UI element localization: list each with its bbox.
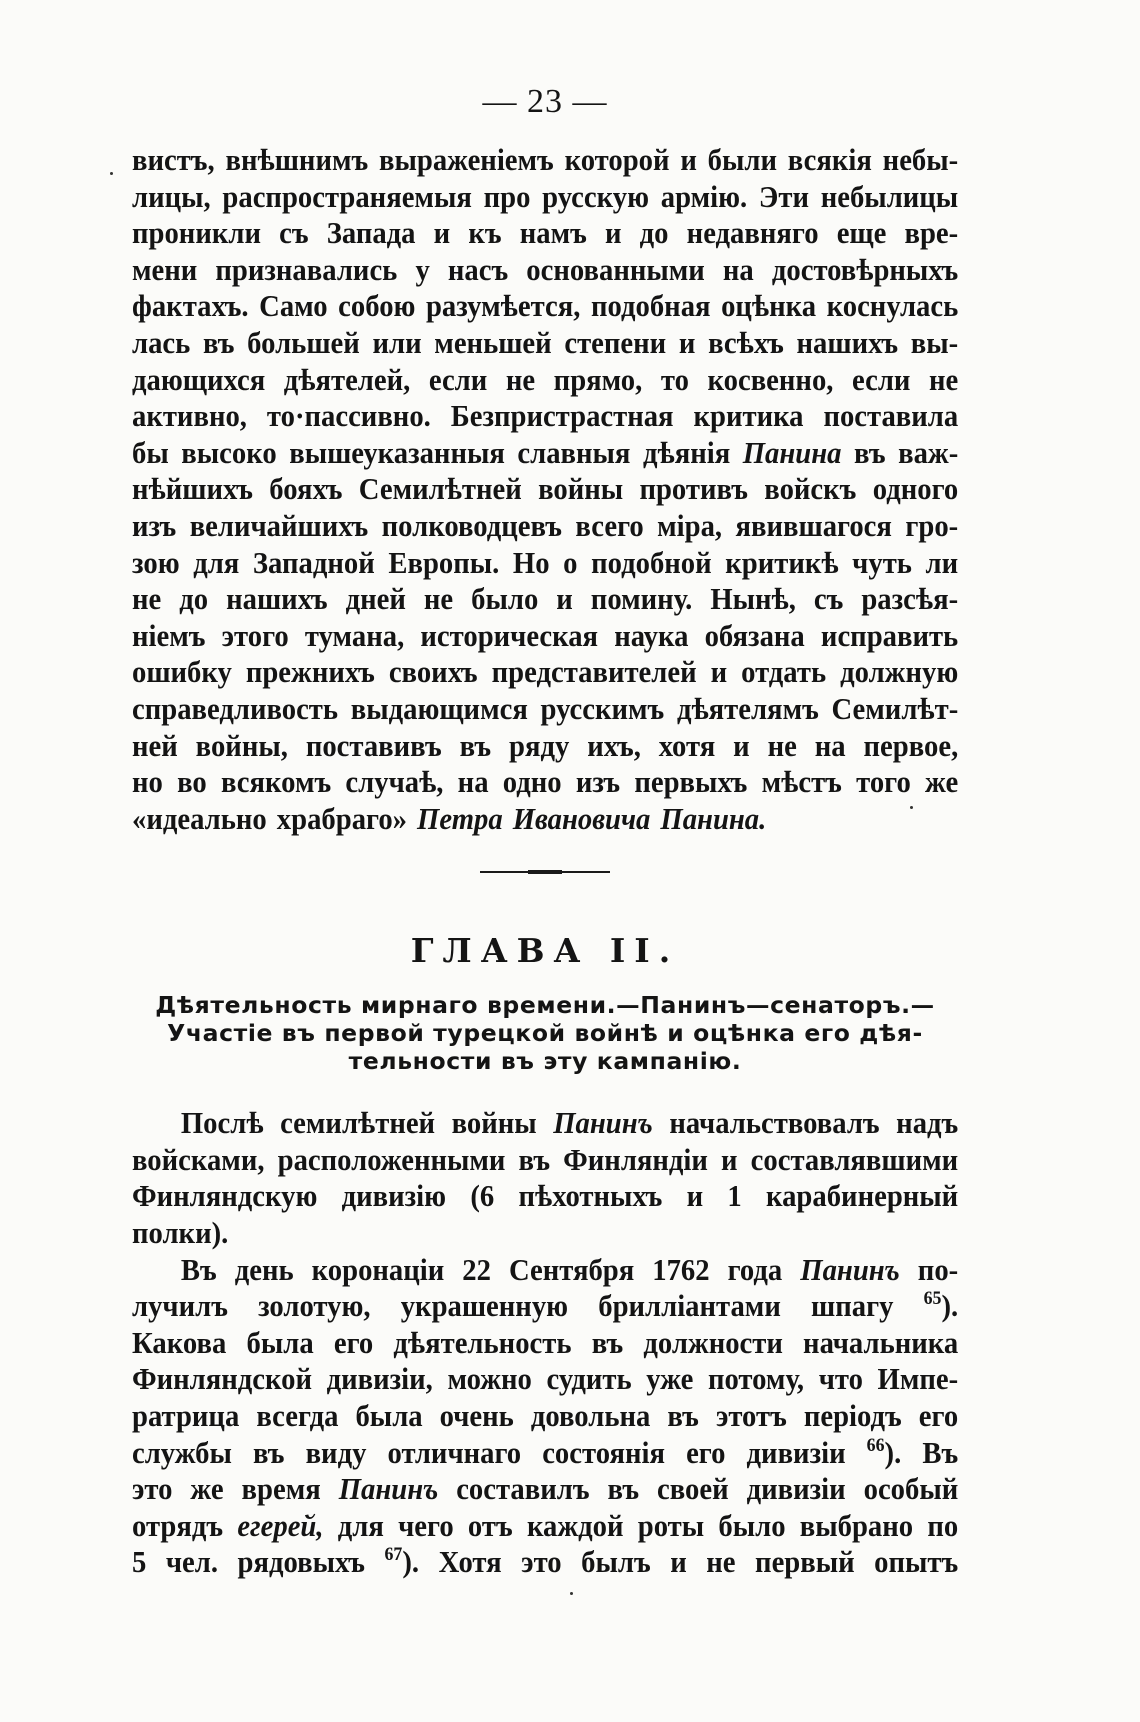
word: нашихъ xyxy=(226,582,328,617)
word: не xyxy=(767,728,797,763)
chapter-summary xyxy=(132,991,958,1075)
word: до xyxy=(639,216,669,251)
text-line xyxy=(132,1361,958,1398)
word: Въ xyxy=(922,1435,959,1470)
word: всякомъ xyxy=(220,765,332,800)
word: бояхъ xyxy=(269,472,343,507)
word: первыхъ xyxy=(634,765,748,800)
word: во xyxy=(177,765,207,800)
word: карабинерный xyxy=(766,1179,959,1214)
word: въ xyxy=(252,1435,285,1470)
word: довольна xyxy=(530,1399,651,1434)
word: золотую, xyxy=(258,1289,371,1324)
word: войсками, xyxy=(132,1142,265,1177)
word: выбрано xyxy=(799,1508,914,1543)
word: основанными xyxy=(526,252,705,287)
word: его xyxy=(686,1435,726,1470)
word: ней xyxy=(132,728,178,763)
word: Безпристрастная xyxy=(450,399,674,434)
scan-speck xyxy=(570,1592,573,1595)
word: особый xyxy=(863,1472,959,1507)
word: дней xyxy=(345,582,406,617)
word: была xyxy=(355,1399,423,1434)
word: Сентября xyxy=(508,1252,635,1287)
word: Западной xyxy=(252,545,375,580)
word: была xyxy=(246,1325,314,1360)
word: дивизіи, xyxy=(326,1362,433,1397)
text-line xyxy=(132,1508,958,1545)
word: дивизіи xyxy=(746,1435,846,1470)
word: степени xyxy=(564,325,667,360)
word: еще xyxy=(836,216,887,251)
word: поставила xyxy=(823,399,959,434)
word: историческая xyxy=(420,618,599,653)
word: и xyxy=(670,1545,687,1580)
word: должную xyxy=(840,655,959,690)
word: если xyxy=(428,362,488,397)
word: у xyxy=(415,252,430,287)
word: справедливость xyxy=(132,691,339,726)
word: потому, xyxy=(707,1362,805,1397)
word: изъ xyxy=(575,765,621,800)
paragraph-2 xyxy=(132,1105,958,1251)
word: не xyxy=(706,1545,736,1580)
word: на xyxy=(457,765,489,800)
word: и xyxy=(721,1142,738,1177)
word: дѣятелямъ xyxy=(676,691,819,726)
paragraph-1 xyxy=(132,142,958,837)
word: на xyxy=(814,728,846,763)
word: лась xyxy=(132,325,191,360)
word: $^{65}$). xyxy=(923,1288,959,1324)
word: то·пассивно. xyxy=(266,399,431,434)
word: отъ xyxy=(467,1508,513,1543)
text-line xyxy=(132,1398,958,1435)
word: начальствовалъ xyxy=(669,1106,880,1141)
word: Семилѣтней xyxy=(358,472,522,507)
word: распространяемыя xyxy=(222,179,472,214)
text-line xyxy=(132,581,958,618)
word: лучилъ xyxy=(132,1289,228,1324)
word: его xyxy=(333,1325,374,1360)
text-line xyxy=(132,618,958,655)
word: небы- xyxy=(882,143,959,177)
word: явившагося xyxy=(735,508,892,543)
word: вре- xyxy=(904,216,959,251)
chapter-summary-line: тельности въ эту кампанію. xyxy=(348,1047,742,1076)
word: этого xyxy=(221,618,289,653)
word: Семилѣт- xyxy=(831,691,959,726)
word: съ xyxy=(279,216,309,251)
word: достовѣрныхъ xyxy=(771,252,959,287)
word: начальника xyxy=(803,1325,959,1360)
text-line xyxy=(132,179,958,216)
text-line xyxy=(132,764,958,801)
word: не xyxy=(132,582,162,617)
word: рядовыхъ xyxy=(237,1545,365,1580)
word: подобной xyxy=(591,545,712,580)
word: отрядъ xyxy=(132,1508,224,1543)
word: русскую xyxy=(542,179,649,214)
word: представителей xyxy=(491,655,697,690)
word: и xyxy=(433,216,451,251)
word: Панинъ xyxy=(338,1472,439,1507)
word: для xyxy=(337,1508,384,1543)
word: дѣянія xyxy=(642,435,731,470)
word: Хотя xyxy=(438,1545,502,1580)
word: состоянія xyxy=(542,1435,665,1470)
word: дѣятельность xyxy=(393,1325,572,1360)
word: мѣстъ xyxy=(761,765,842,800)
word: съ xyxy=(813,582,844,617)
text-line xyxy=(132,471,958,508)
word: и xyxy=(710,655,728,690)
text-line xyxy=(132,1105,958,1142)
word: роты xyxy=(637,1508,705,1543)
word: семилѣтней xyxy=(280,1106,436,1141)
word: службы xyxy=(132,1435,232,1470)
book-page xyxy=(132,82,958,1581)
word: зою xyxy=(132,545,180,580)
word: войны, xyxy=(195,728,288,763)
text-line xyxy=(132,508,958,545)
word: же xyxy=(190,1472,224,1507)
word: не xyxy=(929,362,959,397)
word: то xyxy=(660,362,689,397)
word: поставивъ xyxy=(305,728,442,763)
word: время xyxy=(241,1472,321,1507)
word: этотъ xyxy=(715,1399,787,1434)
word: своей xyxy=(657,1472,729,1507)
word: отличнаго xyxy=(387,1435,522,1470)
word: 1762 xyxy=(652,1252,710,1287)
word: косвенно, xyxy=(707,362,834,397)
word: судить xyxy=(546,1362,632,1397)
word: Какова xyxy=(132,1325,227,1360)
word: (6 xyxy=(470,1179,495,1214)
word: о xyxy=(563,545,578,580)
paragraph-3 xyxy=(132,1252,958,1581)
word: наука xyxy=(614,618,689,653)
text-line xyxy=(132,325,958,362)
word: должности xyxy=(643,1325,783,1360)
word: хотя xyxy=(658,728,716,763)
word: были xyxy=(707,143,777,177)
word: къ xyxy=(468,216,502,251)
word: дающихся xyxy=(132,362,266,397)
page-number: — 23 — xyxy=(482,83,608,120)
text-line xyxy=(132,654,958,691)
word: и xyxy=(556,582,573,617)
chapter-title: ГЛАВА II. xyxy=(410,931,680,971)
word: было xyxy=(718,1508,786,1543)
word: прежнихъ xyxy=(245,655,375,690)
word: Ивановича xyxy=(512,801,651,836)
word: Послѣ xyxy=(180,1106,264,1141)
text-line xyxy=(132,801,958,838)
word: критика xyxy=(693,399,804,434)
word: фактахъ. xyxy=(132,289,249,324)
word: Нынѣ, xyxy=(710,582,796,617)
text-line xyxy=(132,1325,958,1362)
text-line xyxy=(132,1215,958,1252)
scan-speck xyxy=(910,806,913,809)
word: тумана, xyxy=(304,618,405,653)
word: величайшихъ xyxy=(189,508,369,543)
word: недавняго xyxy=(686,216,819,251)
word: въ xyxy=(607,1472,640,1507)
chapter-summary-line: Дѣятельность мирнаго времени.—Панинъ—сенаторъ.— xyxy=(155,991,935,1020)
text-line xyxy=(132,1178,958,1215)
word: дивизіи xyxy=(746,1472,846,1507)
text-line xyxy=(132,362,958,399)
word: ли xyxy=(925,545,959,580)
word: подобная xyxy=(590,289,711,324)
chapter-summary-line: Участіе въ первой турецкой войнѣ и оцѣнка его дѣя- xyxy=(167,1019,923,1048)
word: $^{67}$). xyxy=(384,1544,420,1580)
word: періодъ xyxy=(803,1399,902,1434)
word: виду xyxy=(305,1435,367,1470)
word: Панинъ xyxy=(553,1106,653,1141)
word: коронаціи xyxy=(311,1252,445,1287)
word: Но xyxy=(512,545,550,580)
word: для xyxy=(193,545,240,580)
word: разумѣется, xyxy=(425,289,581,324)
word: въ xyxy=(459,728,492,763)
text-line xyxy=(132,398,958,435)
word: лицы, xyxy=(132,179,211,214)
word: если xyxy=(852,362,911,397)
word: случаѣ, xyxy=(345,765,444,800)
word: Само xyxy=(259,289,328,324)
word: всегда xyxy=(256,1399,339,1434)
word: своихъ xyxy=(388,655,478,690)
word: выдающимся xyxy=(350,691,528,726)
word: одно xyxy=(502,765,562,800)
word: по xyxy=(927,1508,959,1543)
word: надъ xyxy=(896,1106,959,1141)
text-line xyxy=(132,1435,958,1472)
word: полки). xyxy=(132,1216,229,1251)
word: вы- xyxy=(910,325,959,360)
word: ихъ, xyxy=(587,728,641,763)
word: брилліантами xyxy=(598,1289,781,1324)
word: войны xyxy=(538,472,624,507)
word: которой xyxy=(564,143,670,177)
text-line xyxy=(132,1544,958,1581)
word: въ xyxy=(202,325,235,360)
word: на xyxy=(722,252,754,287)
word: всего xyxy=(575,508,644,543)
word: въ xyxy=(854,435,886,470)
word: дѣятелей, xyxy=(283,362,411,397)
word: и xyxy=(733,728,750,763)
text-line xyxy=(132,252,958,289)
word: полководцевъ xyxy=(381,508,563,543)
word: было xyxy=(471,582,539,617)
word: храбраго» xyxy=(276,801,408,836)
text-line xyxy=(132,435,958,472)
word: всѣхъ xyxy=(708,325,784,360)
word: Петра xyxy=(417,801,503,836)
word: пѣхотныхъ xyxy=(518,1179,663,1214)
word: составилъ xyxy=(456,1472,590,1507)
word: отдать xyxy=(741,655,827,690)
word: проникли xyxy=(132,216,261,251)
word: войны xyxy=(451,1106,537,1141)
word: мени xyxy=(132,252,198,287)
text-line xyxy=(132,1252,958,1289)
word: первый xyxy=(755,1545,855,1580)
word: дивизію xyxy=(341,1179,447,1214)
word: нашихъ xyxy=(796,325,899,360)
word: Эти xyxy=(758,179,809,214)
word: собою xyxy=(338,289,416,324)
word: русскимъ xyxy=(540,691,665,726)
text-line xyxy=(132,1142,958,1179)
word: «идеально xyxy=(132,801,267,836)
word: вышеуказанныя xyxy=(289,435,505,470)
word: про xyxy=(483,179,531,214)
word: въ xyxy=(518,1142,551,1177)
word: и xyxy=(604,216,622,251)
word: же xyxy=(925,765,959,800)
word: критикѣ xyxy=(725,545,839,580)
word: чего xyxy=(398,1508,454,1543)
word: 1 xyxy=(727,1179,742,1214)
word: 5 xyxy=(132,1545,147,1580)
section-divider xyxy=(480,871,610,873)
word: егерей, xyxy=(237,1508,324,1543)
word: Панина. xyxy=(660,801,767,836)
word: міра, xyxy=(657,508,723,543)
word: ніемъ xyxy=(132,618,206,653)
word: изъ xyxy=(132,508,177,543)
word: оцѣнка xyxy=(721,289,817,324)
word: и xyxy=(686,1179,704,1214)
word: активно, xyxy=(132,399,247,434)
word: украшенную xyxy=(400,1289,569,1324)
word: день xyxy=(234,1252,294,1287)
word: исправить xyxy=(820,618,959,653)
word: очень xyxy=(439,1399,514,1434)
word: первое, xyxy=(863,728,959,763)
word: ратрица xyxy=(132,1399,240,1434)
word: Европы. xyxy=(388,545,500,580)
word: Запада xyxy=(326,216,416,251)
word: высоко xyxy=(181,435,277,470)
word: коснулась xyxy=(826,289,959,324)
word: не xyxy=(423,582,454,617)
word: но xyxy=(132,765,163,800)
word: чел. xyxy=(165,1545,219,1580)
word: признавались xyxy=(215,252,398,287)
word: обязана xyxy=(704,618,805,653)
word: прямо, xyxy=(553,362,643,397)
word: въ xyxy=(591,1325,624,1360)
text-line xyxy=(132,142,958,179)
word: вистъ, xyxy=(132,143,215,177)
word: всякія xyxy=(787,143,872,177)
word: ряду xyxy=(508,728,570,763)
word: опытъ xyxy=(874,1545,959,1580)
word: намъ xyxy=(519,216,587,251)
word: бы xyxy=(132,435,169,470)
word: составлявшими xyxy=(750,1142,959,1177)
text-line xyxy=(132,728,958,765)
word: и xyxy=(678,325,696,360)
text-line xyxy=(132,545,958,582)
word: года xyxy=(727,1252,783,1287)
word: Финляндской xyxy=(132,1362,313,1397)
word: Панина xyxy=(742,435,842,470)
word: гро- xyxy=(905,508,959,543)
text-line xyxy=(132,1288,958,1325)
word: важ- xyxy=(898,435,959,470)
word: это xyxy=(521,1545,562,1580)
word: и xyxy=(680,143,697,177)
word: 22 xyxy=(462,1252,491,1287)
word: насъ xyxy=(447,252,509,287)
word: уже xyxy=(646,1362,694,1397)
scan-speck xyxy=(110,172,113,175)
word: помину. xyxy=(590,582,693,617)
text-line xyxy=(132,215,958,252)
word: по- xyxy=(917,1252,959,1287)
word: чуть xyxy=(852,545,912,580)
word: меньшей xyxy=(434,325,552,360)
word: войскъ xyxy=(764,472,857,507)
word: выраженіемъ xyxy=(379,143,554,177)
word: армію. xyxy=(660,179,748,214)
word: что xyxy=(818,1362,863,1397)
word: разсѣя- xyxy=(861,582,959,617)
word: не xyxy=(505,362,536,397)
word: былъ xyxy=(581,1545,651,1580)
word: Финляндскую xyxy=(132,1179,318,1214)
word: того xyxy=(856,765,911,800)
word: до xyxy=(179,582,209,617)
word: или xyxy=(372,325,422,360)
word: небылицы xyxy=(820,179,959,214)
word: въ xyxy=(667,1399,699,1434)
word: внѣшнимъ xyxy=(225,143,369,177)
word: это xyxy=(132,1472,173,1507)
word: Панинъ xyxy=(800,1252,900,1287)
word: противъ xyxy=(639,472,748,507)
word: ошибку xyxy=(132,655,232,690)
word: расположенными xyxy=(277,1142,506,1177)
word: большей xyxy=(247,325,360,360)
word: Финляндіи xyxy=(563,1142,708,1177)
text-line xyxy=(132,1471,958,1508)
word: можно xyxy=(447,1362,532,1397)
word: $^{66}$). xyxy=(866,1434,902,1470)
word: Въ xyxy=(180,1252,217,1287)
word: славныя xyxy=(517,435,631,470)
text-line xyxy=(132,691,958,728)
word: каждой xyxy=(526,1508,624,1543)
word: нѣйшихъ xyxy=(132,472,253,507)
word: одного xyxy=(872,472,959,507)
word: шпагу xyxy=(811,1289,894,1324)
text-line xyxy=(132,288,958,325)
word: Импе- xyxy=(877,1362,959,1397)
word: его xyxy=(918,1399,959,1434)
